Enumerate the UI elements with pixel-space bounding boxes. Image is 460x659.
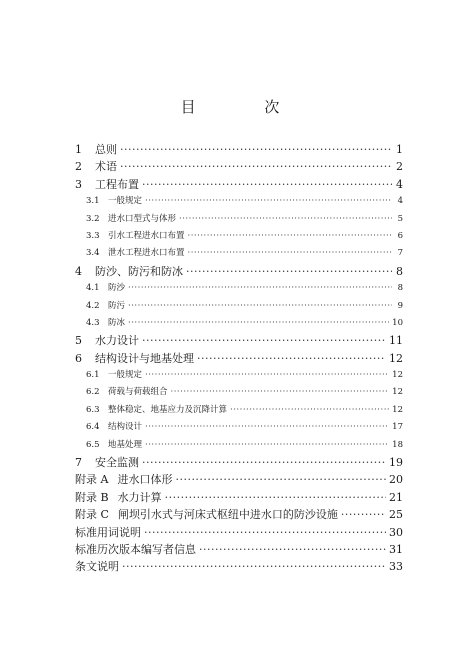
toc-entry-title: 整体稳定、地基应力及沉降计算 [108,404,228,415]
toc-entry-page: 19 [389,456,403,470]
toc-entry-page: 2 [396,160,403,174]
dot-leader [165,489,386,506]
dot-leader [179,211,392,228]
dot-leader [197,350,386,367]
dot-leader [145,419,389,436]
toc-entry-page: 7 [397,248,403,259]
toc-entry[interactable] [75,350,403,367]
toc-entry-title: 工程布置 [95,177,139,191]
toc-entry-page: 11 [389,334,403,348]
toc-entry-title: 总则 [95,143,117,156]
toc-entry-number: 1 [75,143,82,156]
toc-entry[interactable] [75,332,403,349]
toc-entry[interactable] [75,193,403,210]
toc-entry-page: 5 [397,213,403,224]
toc-entry-page: 33 [389,560,403,574]
toc-entry[interactable] [75,471,403,488]
toc-entry-title: 引水工程进水口布置 [108,230,185,241]
table-of-contents [75,141,403,576]
toc-entry-title: 一般规定 [108,196,143,207]
toc-entry[interactable] [75,558,403,575]
toc-entry-number: 4.3 [86,317,100,328]
dot-leader [128,280,392,297]
toc-entry-page: 17 [392,422,403,433]
toc-entry-title: 条文说明 [75,560,119,574]
toc-entry-title: 标准历次版本编写者信息 [75,542,196,556]
toc-entry-page: 18 [392,439,403,450]
toc-entry-title: 防冰 [108,317,126,328]
dot-leader [128,298,392,315]
toc-entry[interactable] [75,211,403,228]
toc-entry-page: 9 [397,300,403,311]
toc-entry-title: 防沙 [108,283,126,294]
toc-entry-title: 一般规定 [108,370,143,381]
toc-entry-number: 附录 A [75,473,109,487]
toc-entry-number: 6.4 [86,422,100,433]
toc-entry[interactable] [75,454,403,471]
toc-entry-number: 6.1 [86,370,100,381]
dot-leader [128,315,389,332]
toc-entry-number: 3 [75,177,82,191]
dot-leader [230,402,389,419]
toc-entry-page: 20 [389,473,403,487]
toc-entry-number: 附录 C [75,508,109,522]
toc-entry-page: 12 [392,370,403,381]
toc-entry-title: 结构设计与地基处理 [95,351,194,365]
toc-entry-number: 6 [75,351,82,365]
dot-leader [171,384,390,401]
toc-entry[interactable] [75,541,403,558]
toc-entry-title: 水力计算 [117,490,162,504]
dot-leader [120,158,392,175]
toc-entry-number: 4.1 [86,283,100,294]
dot-leader [145,193,392,210]
toc-entry[interactable] [75,315,403,332]
toc-entry-number: 3.2 [86,213,100,224]
toc-entry-title: 防沙、防污和防冰 [95,264,183,278]
dot-leader [341,506,386,523]
dot-leader [186,263,392,280]
toc-entry-page: 10 [392,317,403,328]
dot-leader [142,176,392,193]
dot-leader [199,541,386,558]
toc-entry[interactable] [75,298,403,315]
dot-leader [188,245,392,262]
toc-entry[interactable] [75,384,403,401]
toc-entry-page: 31 [389,542,403,556]
toc-entry[interactable] [75,419,403,436]
toc-entry-number: 3.4 [86,248,100,259]
dot-leader [145,437,389,454]
toc-entry[interactable] [75,489,403,506]
dot-leader [120,141,392,158]
toc-entry-title: 水力设计 [95,334,139,348]
toc-entry-number: 3.3 [86,230,100,241]
toc-entry-number: 6.2 [86,387,100,398]
toc-entry-number: 2 [75,160,82,174]
toc-entry-title: 安全监测 [95,456,139,470]
dot-leader [145,367,389,384]
toc-entry-page: 1 [396,143,403,156]
toc-entry-page: 4 [397,196,403,207]
toc-entry-page: 12 [389,351,403,365]
toc-entry-title: 荷载与荷载组合 [108,387,168,398]
toc-entry[interactable] [75,228,403,245]
toc-entry-number: 3.1 [86,196,100,207]
toc-entry[interactable] [75,402,403,419]
dot-leader [188,228,392,245]
toc-entry-title: 标准用词说明 [75,525,141,539]
toc-entry-number: 4.2 [86,300,100,311]
toc-entry-page: 8 [396,264,403,278]
toc-entry-number: 6.3 [86,404,100,415]
dot-leader [142,332,386,349]
toc-entry-page: 8 [397,283,403,294]
toc-entry-title: 进水口体形 [117,473,173,487]
toc-entry-page: 4 [396,177,403,191]
toc-entry[interactable] [75,263,403,280]
toc-entry-title: 地基处理 [108,439,143,450]
toc-entry-title: 结构设计 [108,422,143,433]
toc-entry[interactable] [75,524,403,541]
dot-leader [144,524,386,541]
toc-entry[interactable] [75,367,403,384]
toc-entry-page: 25 [389,508,403,522]
toc-entry-title: 泄水工程进水口布置 [108,248,185,259]
toc-entry-page: 30 [389,525,403,539]
toc-entry[interactable] [75,158,403,175]
dot-leader [142,454,386,471]
toc-entry[interactable] [75,506,403,523]
toc-entry-number: 5 [75,334,82,348]
toc-entry-page: 12 [392,387,403,398]
toc-entry-page: 6 [397,230,403,241]
toc-entry[interactable] [75,437,403,454]
toc-entry-number: 附录 B [75,490,109,504]
toc-entry-title: 闸坝引水式与河床式枢纽中进水口的防沙设施 [117,508,338,522]
toc-entry-title: 进水口型式与体形 [108,213,177,224]
toc-entry-page: 12 [392,404,403,415]
toc-entry-title: 术语 [95,160,117,174]
toc-entry-page: 21 [389,490,403,504]
dot-leader [175,471,386,488]
toc-entry[interactable] [75,280,403,297]
dot-leader [122,558,386,575]
toc-entry-number: 4 [75,264,82,278]
toc-entry[interactable] [75,141,403,158]
toc-entry-number: 6.5 [86,439,100,450]
page-title: 目 次 [180,98,312,116]
toc-entry[interactable] [75,176,403,193]
toc-entry-title: 防污 [108,300,126,311]
toc-entry-number: 7 [75,456,82,470]
toc-entry[interactable] [75,245,403,262]
